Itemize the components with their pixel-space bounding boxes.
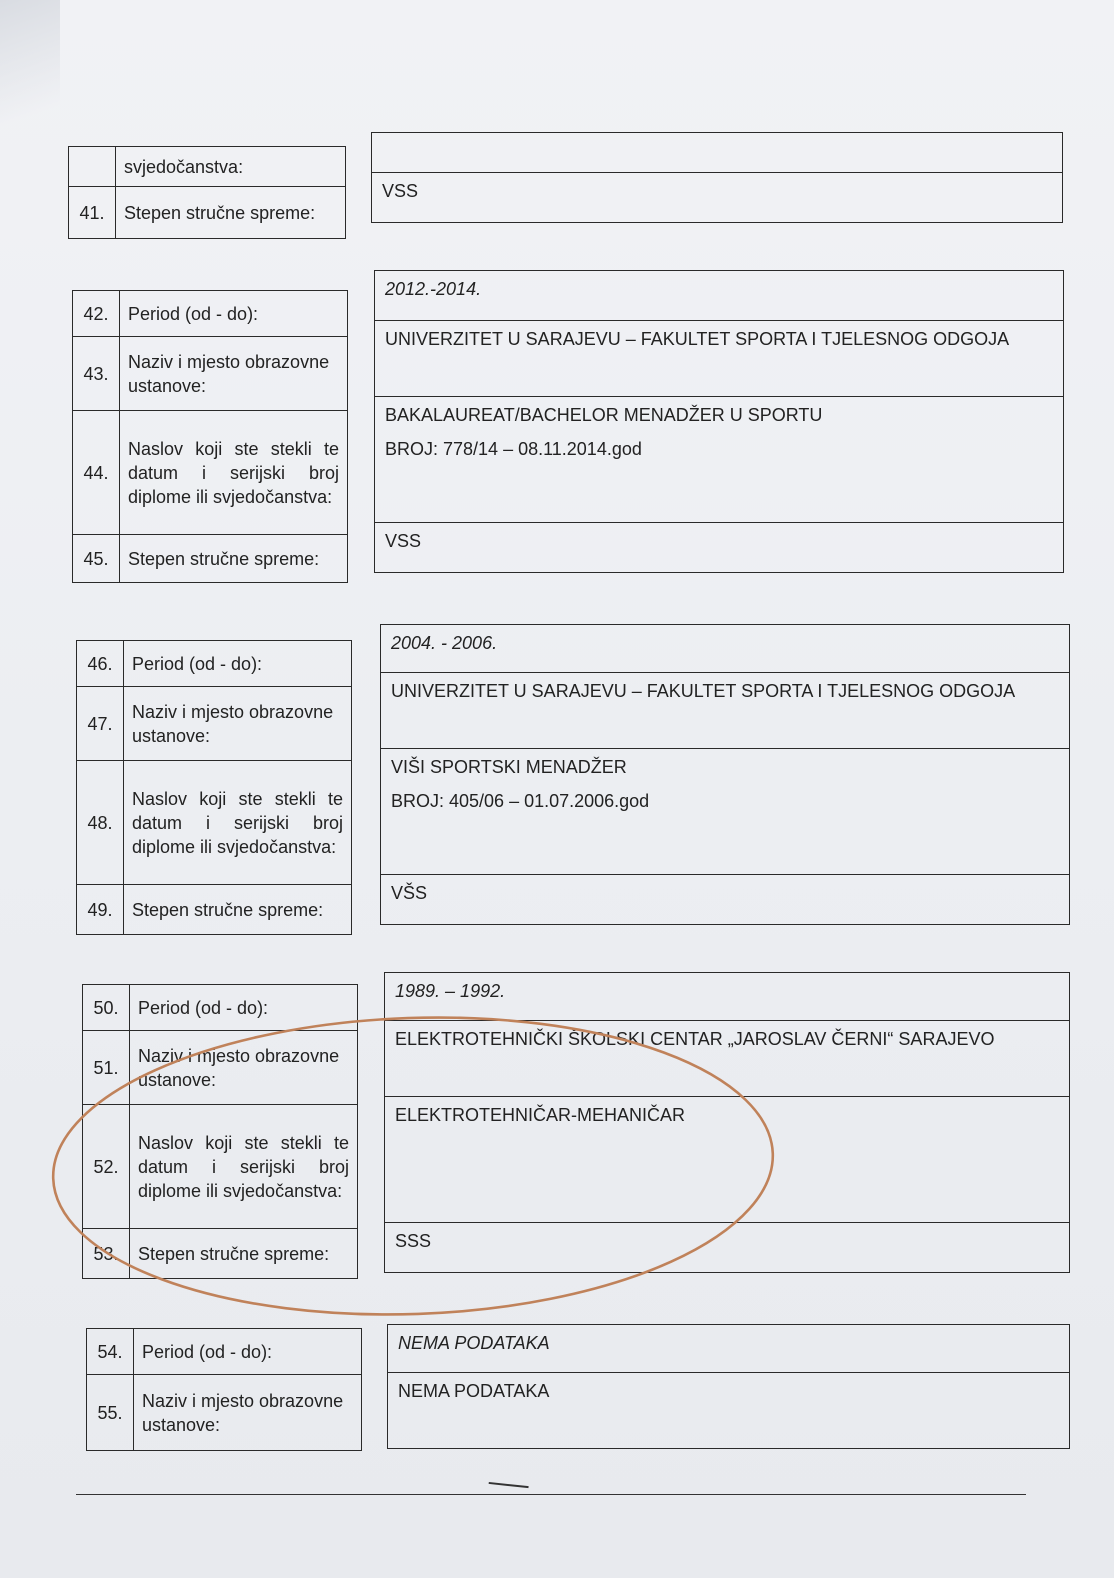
labels-table bbox=[72, 290, 348, 583]
value-text: VŠS bbox=[391, 883, 428, 903]
row-number: 41. bbox=[69, 187, 116, 239]
field-value bbox=[385, 973, 1070, 1021]
field-label: Period (od - do): bbox=[124, 641, 352, 687]
value-text: VIŠI SPORTSKI MENADŽER bbox=[391, 757, 627, 777]
field-value bbox=[372, 173, 1063, 223]
row-number: 51. bbox=[83, 1031, 130, 1105]
value-text: UNIVERZITET U SARAJEVU – FAKULTET SPORTA I TJELESNOG ODGOJA bbox=[385, 329, 1010, 349]
pen-mark bbox=[487, 1482, 528, 1500]
value-text: NEMA PODATAKA bbox=[398, 1333, 550, 1353]
field-label: Naslov koji ste stekli te datum i serijski broj diplome ili svjedočanstva: bbox=[124, 761, 352, 885]
page-bottom-rule bbox=[76, 1494, 1026, 1495]
field-value bbox=[385, 1097, 1070, 1223]
row-number: 43. bbox=[73, 337, 120, 411]
field-value bbox=[375, 321, 1064, 397]
field-label: Stepen stručne spreme: bbox=[124, 885, 352, 935]
value-text: 1989. – 1992. bbox=[395, 981, 506, 1001]
field-value bbox=[381, 875, 1070, 925]
field-label: Naslov koji ste stekli te datum i serijski broj diplome ili svjedočanstva: bbox=[130, 1105, 358, 1229]
field-label: Stepen stručne spreme: bbox=[120, 535, 348, 583]
field-value bbox=[381, 625, 1070, 673]
row-number: 54. bbox=[87, 1329, 134, 1375]
labels-table bbox=[82, 984, 358, 1279]
value-text: SSS bbox=[395, 1231, 432, 1251]
field-label: Naziv i mjesto obrazovne ustanove: bbox=[124, 687, 352, 761]
values-table bbox=[384, 972, 1070, 1273]
labels-table bbox=[86, 1328, 362, 1451]
field-value bbox=[385, 1223, 1070, 1273]
value-text: NEMA PODATAKA bbox=[398, 1381, 550, 1401]
values-table bbox=[371, 132, 1063, 223]
field-value bbox=[375, 523, 1064, 573]
field-label: Stepen stručne spreme: bbox=[116, 187, 346, 239]
value-text: VSS bbox=[382, 181, 419, 201]
row-number: 48. bbox=[77, 761, 124, 885]
field-label: Period (od - do): bbox=[120, 291, 348, 337]
value-text: 2012.-2014. bbox=[385, 279, 482, 299]
field-value bbox=[388, 1325, 1070, 1373]
field-label: Naziv i mjesto obrazovne ustanove: bbox=[120, 337, 348, 411]
field-label: svjedočanstva: bbox=[116, 147, 346, 187]
field-label: Naziv i mjesto obrazovne ustanove: bbox=[130, 1031, 358, 1105]
row-number: 45. bbox=[73, 535, 120, 583]
field-value bbox=[372, 133, 1063, 173]
values-table bbox=[374, 270, 1064, 573]
field-label: Period (od - do): bbox=[130, 985, 358, 1031]
field-label: Naslov koji ste stekli te datum i serijski broj diplome ili svjedočanstva: bbox=[120, 411, 348, 535]
row-number: 49. bbox=[77, 885, 124, 935]
row-number: 53. bbox=[83, 1229, 130, 1279]
row-number: 44. bbox=[73, 411, 120, 535]
field-value bbox=[385, 1021, 1070, 1097]
field-value bbox=[375, 397, 1064, 523]
field-label: Stepen stručne spreme: bbox=[130, 1229, 358, 1279]
values-table bbox=[387, 1324, 1070, 1449]
labels-table bbox=[68, 146, 346, 239]
values-table bbox=[380, 624, 1070, 925]
value-text: VSS bbox=[385, 531, 422, 551]
row-number: 42. bbox=[73, 291, 120, 337]
value-text: ELEKTROTEHNIČAR-MEHANIČAR bbox=[395, 1105, 686, 1125]
labels-table bbox=[76, 640, 352, 935]
row-number bbox=[69, 147, 116, 187]
field-value bbox=[381, 749, 1070, 875]
row-number: 46. bbox=[77, 641, 124, 687]
row-number: 55. bbox=[87, 1375, 134, 1451]
value-text: BAKALAUREAT/BACHELOR MENADŽER U SPORTU bbox=[385, 405, 823, 425]
field-value bbox=[381, 673, 1070, 749]
value-text: ELEKTROTEHNIČKI ŠKOLSKI CENTAR „JAROSLAV ČERNI“ SARAJEVO bbox=[395, 1029, 995, 1049]
row-number: 52. bbox=[83, 1105, 130, 1229]
value-text: 2004. - 2006. bbox=[391, 633, 498, 653]
field-label: Period (od - do): bbox=[134, 1329, 362, 1375]
field-value bbox=[375, 271, 1064, 321]
row-number: 50. bbox=[83, 985, 130, 1031]
value-text-line2: BROJ: 405/06 – 01.07.2006.god bbox=[391, 791, 650, 811]
row-number: 47. bbox=[77, 687, 124, 761]
field-value bbox=[388, 1373, 1070, 1449]
page-shadow bbox=[0, 0, 60, 160]
value-text: UNIVERZITET U SARAJEVU – FAKULTET SPORTA I TJELESNOG ODGOJA bbox=[391, 681, 1016, 701]
field-label: Naziv i mjesto obrazovne ustanove: bbox=[134, 1375, 362, 1451]
value-text-line2: BROJ: 778/14 – 08.11.2014.god bbox=[385, 439, 642, 459]
